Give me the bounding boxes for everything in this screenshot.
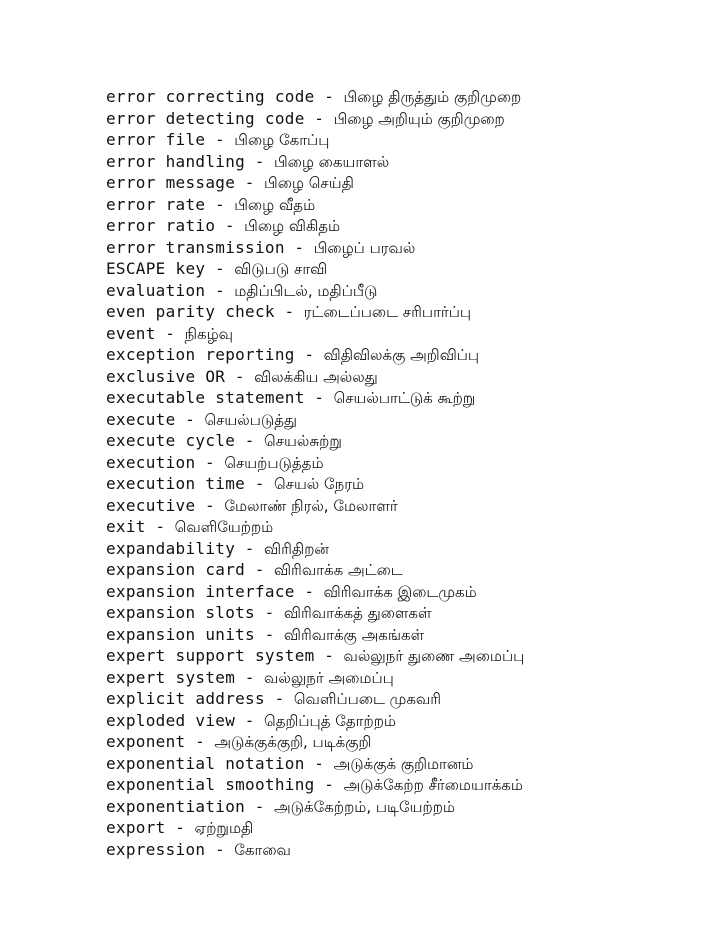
entry-term: exponential smoothing	[106, 775, 315, 794]
glossary-entry	[106, 430, 706, 452]
entry-term: exploded view	[106, 710, 236, 730]
entry-separator: -	[245, 796, 274, 816]
entry-separator: -	[294, 581, 324, 601]
entry-separator: -	[314, 87, 344, 106]
entry-term: expert support system	[106, 646, 315, 665]
glossary-entry	[106, 559, 706, 581]
glossary-entry	[106, 129, 706, 151]
entry-term: expansion interface	[106, 581, 295, 601]
entry-term: executive	[106, 495, 196, 515]
glossary-entry	[106, 194, 706, 216]
entry-term: exclusive OR	[106, 366, 226, 386]
glossary-entry	[106, 624, 706, 646]
glossary-entry	[106, 344, 706, 366]
entry-separator: -	[304, 108, 334, 128]
entry-translation: அடுக்குக்குறி, படிக்குறி	[214, 733, 372, 751]
glossary-entry	[106, 473, 706, 495]
entry-term: expandability	[106, 538, 236, 558]
glossary-entry	[106, 280, 706, 302]
entry-translation: பிழை அறியும் குறிமுறை	[333, 109, 505, 128]
entry-translation: கோவை	[234, 840, 291, 859]
entry-term: expression	[106, 839, 206, 859]
entry-separator: -	[205, 280, 235, 300]
entry-term: exponentiation	[106, 796, 246, 816]
entry-term: error file	[106, 130, 206, 149]
entry-term: event	[106, 323, 156, 343]
entry-separator: -	[185, 732, 215, 751]
entry-term: execute	[106, 409, 176, 429]
entry-term: expert system	[106, 667, 236, 687]
entry-translation: செயல்படுத்து	[204, 410, 298, 429]
entry-term: error message	[106, 173, 236, 192]
entry-translation: விலக்கிய அல்லது	[254, 367, 378, 386]
glossary-entry	[106, 366, 706, 388]
entry-term: error detecting code	[106, 108, 305, 128]
entry-term: expansion card	[106, 560, 246, 579]
entry-term: export	[106, 818, 166, 837]
entry-translation: விரிதிறன்	[264, 539, 329, 558]
glossary-entry	[106, 409, 706, 431]
glossary-entry	[106, 301, 706, 323]
entry-translation: பிழை கோப்பு	[234, 131, 330, 149]
entry-separator: -	[205, 259, 235, 278]
entry-translation: வல்லுநர் அமைப்பு	[264, 668, 394, 687]
glossary-entry	[106, 774, 706, 796]
glossary-entry	[106, 495, 706, 517]
glossary-entry	[106, 108, 706, 130]
entry-separator: -	[205, 194, 235, 214]
entry-term: execution time	[106, 474, 246, 493]
entry-term: executable statement	[106, 388, 305, 407]
entry-translation: பிழைப் பரவல்	[313, 238, 416, 257]
entry-term: evaluation	[106, 280, 206, 300]
entry-separator: -	[175, 409, 205, 429]
glossary-entry	[106, 452, 706, 474]
entry-translation: விடுபடு சாவி	[234, 260, 328, 278]
entry-separator: -	[245, 474, 274, 493]
entry-translation: செயல்சுற்று	[264, 432, 342, 450]
glossary-entry	[106, 753, 706, 775]
entry-translation: விதிவிலக்கு அறிவிப்பு	[323, 346, 480, 364]
entry-translation: விரிவாக்கத் துளைகள்	[283, 604, 432, 622]
entry-separator: -	[165, 818, 195, 837]
entry-separator: -	[314, 775, 344, 794]
entry-term: ESCAPE key	[106, 259, 206, 278]
entry-translation: பிழை செய்தி	[264, 174, 354, 192]
entry-translation: விரிவாக்க இடைமுகம்	[323, 582, 477, 601]
entry-translation: விரிவாக்க அட்டை	[273, 561, 403, 579]
entry-translation: செயல்பாட்டுக் கூற்று	[333, 389, 476, 407]
entry-term: explicit address	[106, 689, 265, 708]
entry-separator: -	[274, 302, 304, 321]
glossary-entry	[106, 151, 706, 173]
entry-separator: -	[314, 646, 344, 665]
entry-translation: பிழை திருத்தும் குறிமுறை	[343, 88, 522, 106]
entry-term: error correcting code	[106, 87, 315, 106]
entry-separator: -	[235, 431, 265, 450]
glossary-entry	[106, 323, 706, 345]
glossary-entry	[106, 258, 706, 280]
entry-separator: -	[205, 130, 235, 149]
entry-separator: -	[195, 452, 225, 472]
entry-translation: மேலாண் நிரல், மேலாளர்	[224, 496, 398, 515]
glossary-entry	[106, 817, 706, 839]
entry-term: error transmission	[106, 237, 285, 257]
entry-term: exponent	[106, 732, 186, 751]
entry-translation: ரட்டைப்படை சரிபார்ப்பு	[303, 303, 472, 321]
glossary-entry	[106, 688, 706, 710]
glossary-entry	[106, 710, 706, 732]
entry-translation: ஏற்றுமதி	[194, 819, 254, 837]
entry-separator: -	[145, 517, 175, 536]
glossary-entry	[106, 538, 706, 560]
entry-separator: -	[255, 624, 284, 644]
glossary-entry	[106, 215, 706, 237]
entry-term: execute cycle	[106, 431, 236, 450]
entry-separator: -	[235, 173, 265, 192]
entry-translation: மதிப்பிடல், மதிப்பீடு	[234, 281, 378, 300]
entry-separator: -	[255, 603, 284, 622]
entry-translation: தெறிப்புத் தோற்றம்	[264, 711, 397, 730]
entry-separator: -	[304, 388, 334, 407]
entry-translation: அடுக்கேற்றம், படியேற்றம்	[273, 797, 455, 816]
glossary-entry	[106, 172, 706, 194]
entry-term: error handling	[106, 151, 246, 171]
entry-term: error rate	[106, 194, 206, 214]
entry-translation: அடுக்குக் குறிமானம்	[333, 754, 474, 773]
entry-separator: -	[205, 839, 235, 859]
glossary-entry	[106, 86, 706, 108]
entry-separator: -	[264, 689, 294, 708]
entry-term: exit	[106, 517, 146, 536]
entry-separator: -	[235, 667, 265, 687]
glossary-entry	[106, 581, 706, 603]
entry-translation: வெளிப்படை முகவரி	[293, 690, 442, 708]
glossary-entry	[106, 516, 706, 538]
entry-translation: பிழை விகிதம்	[244, 217, 341, 235]
entry-term: even parity check	[106, 302, 275, 321]
glossary-entry	[106, 387, 706, 409]
entry-separator: -	[294, 345, 324, 364]
entry-separator: -	[235, 710, 265, 730]
entry-translation: அடுக்கேற்ற சீர்மையாக்கம்	[343, 776, 523, 794]
entry-translation: பிழை கையாளல்	[273, 152, 390, 171]
entry-translation: செயல் நேரம்	[273, 475, 365, 493]
glossary-entry	[106, 645, 706, 667]
entry-translation: வல்லுநர் துணை அமைப்பு	[343, 647, 525, 665]
glossary-entry	[106, 731, 706, 753]
entry-translation: விரிவாக்கு அகங்கள்	[283, 625, 425, 644]
entry-translation: செயற்படுத்தம்	[224, 453, 324, 472]
entry-term: execution	[106, 452, 196, 472]
entry-separator: -	[235, 538, 265, 558]
entry-term: expansion units	[106, 624, 255, 644]
glossary-entry	[106, 602, 706, 624]
entry-separator: -	[155, 323, 185, 343]
glossary-entry	[106, 839, 706, 861]
glossary-list	[106, 86, 706, 860]
entry-separator: -	[215, 216, 245, 235]
entry-translation: நிகழ்வு	[184, 324, 234, 343]
glossary-entry	[106, 237, 706, 259]
entry-term: exponential notation	[106, 753, 305, 773]
entry-term: expansion slots	[106, 603, 255, 622]
entry-separator: -	[245, 151, 274, 171]
entry-separator: -	[195, 495, 225, 515]
entry-separator: -	[304, 753, 334, 773]
entry-term: exception reporting	[106, 345, 295, 364]
entry-translation: வெளியேற்றம்	[174, 518, 274, 536]
glossary-entry	[106, 667, 706, 689]
entry-separator: -	[284, 237, 314, 257]
entry-separator: -	[225, 366, 255, 386]
entry-translation: பிழை வீதம்	[234, 195, 316, 214]
entry-term: error ratio	[106, 216, 216, 235]
glossary-entry	[106, 796, 706, 818]
entry-separator: -	[245, 560, 274, 579]
